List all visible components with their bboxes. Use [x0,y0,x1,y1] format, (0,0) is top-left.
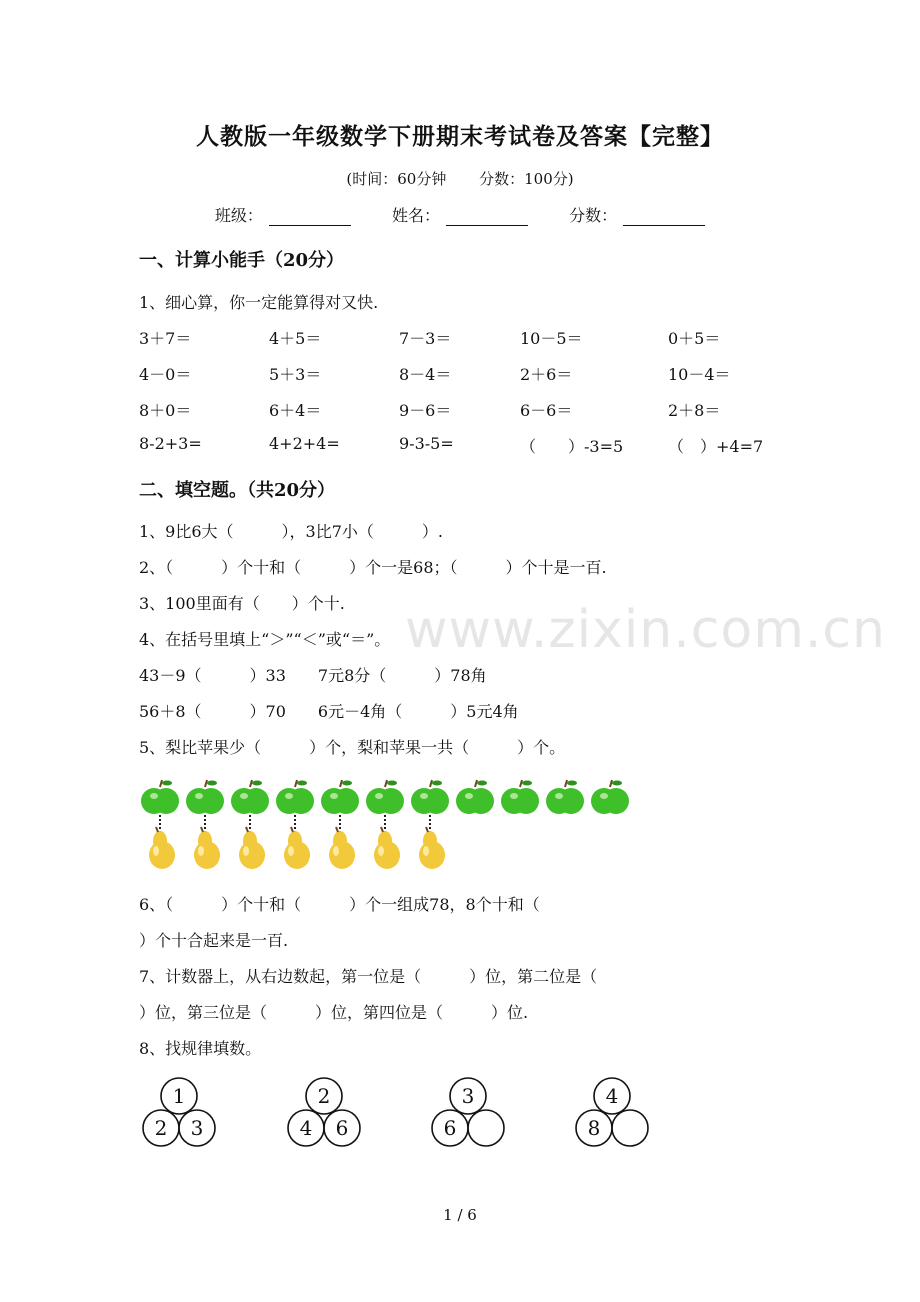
section2-q5: 5、梨比苹果少（ ）个，梨和苹果一共（ ）个。 [139,738,566,757]
section2-q4: 4、在括号里填上“＞”“＜”或“＝”。 [139,630,391,649]
apple-icon [591,780,629,814]
apple-icon [276,780,314,814]
pattern-number: 2 [317,1084,331,1108]
section2-q1: 1、9比6大（ ），3比7小（ ）. [139,522,443,541]
calc-problem: 5＋3＝ [269,365,322,384]
section1-q1: 1、细心算，你一定能算得对又快. [139,293,379,312]
calc-problem: 2＋6＝ [520,365,573,384]
section2-q6b: ）个十合起来是一百. [139,931,289,950]
pattern-group [143,1078,215,1146]
calc-problem: 6＋4＝ [269,401,322,420]
apple-icon [456,780,494,814]
pear-icon [284,827,310,869]
pear-icon [239,827,265,869]
calc-problem: （ ）-3=5 [520,437,624,456]
exam-meta [0,168,920,189]
calc-problem: （ ）+4=7 [668,437,764,456]
pattern-number: 6 [335,1116,349,1140]
section2-q7a: 7、计数器上，从右边数起，第一位是（ ）位，第二位是（ [139,967,598,986]
calc-problem: 4+2+4= [269,434,340,453]
section2-q7b: ）位，第三位是（ ）位，第四位是（ ）位. [139,1003,529,1022]
pattern-group [576,1078,648,1146]
pattern-number: 8 [587,1116,601,1140]
pattern-group [432,1078,504,1146]
apple-icon [501,780,539,814]
apple-icon [411,780,449,814]
number-patterns [135,1074,675,1154]
score-field [569,203,705,226]
exam-total-score: 分数：100分) [479,170,574,188]
calc-problem: 6－6＝ [520,401,573,420]
calc-problem: 10－5＝ [520,329,583,348]
calc-problem: 8－4＝ [399,365,452,384]
section1-heading: 一、计算小能手（20分） [139,250,345,271]
apple-icon [186,780,224,814]
fruit-illustration [135,775,655,875]
pear-icon [374,827,400,869]
section2-q6a: 6、（ ）个十和（ ）个一组成78，8个十和（ [139,895,540,914]
calc-problem: 2＋8＝ [668,401,721,420]
calc-problem: 0＋5＝ [668,329,721,348]
exam-time: (时间：60分钟 [346,170,447,188]
pattern-number: 4 [605,1084,619,1108]
calc-problem: 9－6＝ [399,401,452,420]
section2-heading: 二、填空题。（共20分） [139,480,336,501]
section2-q8: 8、找规律填数。 [139,1039,262,1058]
calc-problem: 3＋7＝ [139,329,192,348]
pear-icon [329,827,355,869]
pattern-number: 6 [443,1116,457,1140]
apple-icon [366,780,404,814]
calc-problem: 10－4＝ [668,365,731,384]
class-field [215,203,351,226]
section2-q2: 2、（ ）个十和（ ）个一是68；（ ）个十是一百. [139,558,607,577]
pear-icon [194,827,220,869]
section2-q4a: 43－9（ ）33 7元8分（ ）78角 [139,666,487,685]
calc-problem: 4＋5＝ [269,329,322,348]
name-blank[interactable] [446,207,528,226]
pear-icon [419,827,445,869]
class-label: 班级： [214,206,263,225]
pattern-circle [468,1110,504,1146]
watermark: www.zixin.com.cn [405,600,886,660]
calc-problem: 8-2+3= [139,434,202,453]
section2-q3: 3、100里面有（ ）个十. [139,594,345,613]
calc-problem: 8＋0＝ [139,401,192,420]
score-blank[interactable] [623,207,705,226]
pattern-number: 4 [299,1116,313,1140]
apple-icon [231,780,269,814]
pattern-group [288,1078,360,1146]
name-field [392,203,528,226]
pattern-number: 2 [154,1116,168,1140]
apple-icon [321,780,359,814]
calc-problem: 4－0＝ [139,365,192,384]
name-label: 姓名： [391,206,440,225]
calc-problem: 7－3＝ [399,329,452,348]
student-info [0,203,920,226]
pattern-circle [612,1110,648,1146]
pear-icon [149,827,175,869]
score-label: 分数： [569,206,618,225]
page-number: 1 / 6 [443,1206,477,1224]
pattern-number: 3 [461,1084,475,1108]
apple-icon [546,780,584,814]
apple-icon [141,780,179,814]
class-blank[interactable] [269,207,351,226]
pattern-number: 1 [172,1084,186,1108]
calc-problem: 9-3-5= [399,434,454,453]
pattern-number: 3 [190,1116,204,1140]
page-title: 人教版一年级数学下册期末考试卷及答案【完整】 [196,123,724,150]
section2-q4b: 56＋8（ ）70 6元－4角（ ）5元4角 [139,702,519,721]
